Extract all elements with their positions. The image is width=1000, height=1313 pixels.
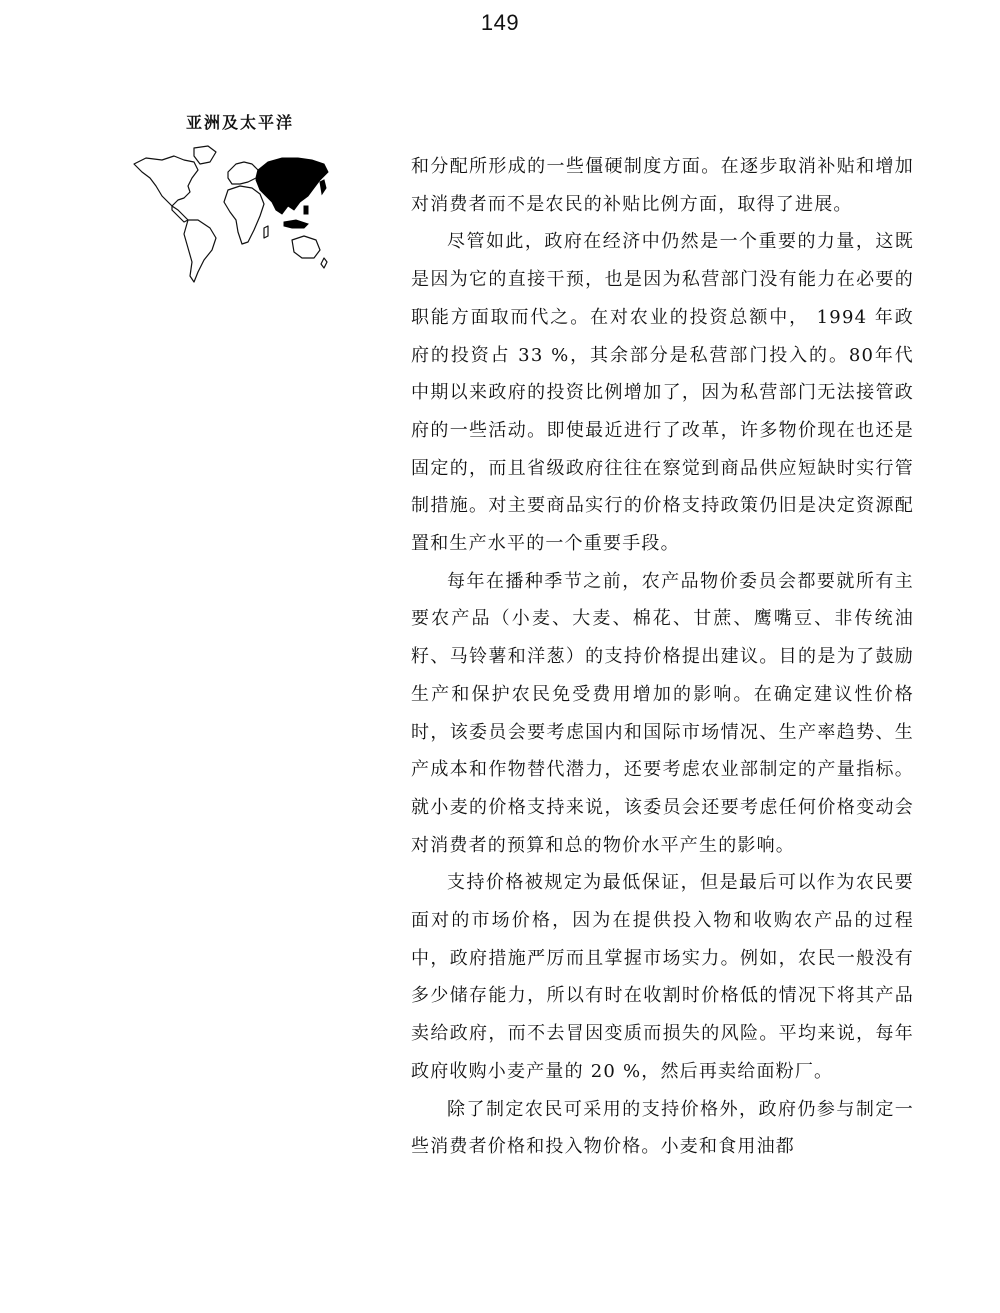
philippines-shape <box>304 206 308 214</box>
body-text <box>411 148 914 1166</box>
greenland-shape <box>194 146 216 164</box>
region-label: 亚洲及太平洋 <box>185 113 294 132</box>
page-number: 149 <box>480 10 520 35</box>
paragraph: 每年在播种季节之前，农产品物价委员会都要就所有主要农产品（小麦、大麦、棉花、甘蔗、鹰嘴豆、非传统油籽、马铃薯和洋葱）的支持价格提出建议。目的是为了鼓励生产和保护农民免受费用增加的影响。在确定建议性价格时，该委员会要考虑国内和国际市场情况、生产率趋势、生产成本和作物替代潜力，还要考虑农业部制定的产量指标。就小麦的价格支持来说，该委员会还要考虑任何价格变动会对消费者的预算和总的物价水平产生的影响。 <box>411 570 914 856</box>
south-america-shape <box>184 220 216 282</box>
indonesia-shape <box>284 220 308 228</box>
japan-shape <box>320 180 326 194</box>
north-america-shape <box>134 156 198 206</box>
central-america-shape <box>172 206 188 222</box>
world-map-icon <box>132 140 332 290</box>
africa-shape <box>224 186 264 244</box>
paragraph: 支持价格被规定为最低保证，但是最后可以作为农民要面对的市场价格，因为在提供投入物和收购农产品的过程中，政府措施严厉而且掌握市场实力。例如，农民一般没有多少储存能力，所以有时在收割时价格低的情况下将其产品卖给政府，而不去冒因变质而损失的风险。平均来说，每年政府收购小麦产量的 20 %，然后再卖给面粉厂。 <box>411 872 914 1082</box>
new-zealand-shape <box>321 258 327 268</box>
paragraph: 除了制定农民可采用的支持价格外，政府仍参与制定一些消费者价格和投入物价格。小麦和食用油都 <box>411 1098 914 1158</box>
paragraph-continuation: 和分配所形成的一些僵硬制度方面。在逐步取消补贴和增加对消费者而不是农民的补贴比例方面，取得了进展。 <box>411 156 914 215</box>
paragraph: 尽管如此，政府在经济中仍然是一个重要的力量，这既是因为它的直接干预，也是因为私营部门没有能力在必要的职能方面取而代之。在对农业的投资总额中， 1994 年政府的投资占 33 %，其余部分是私营部门投入的。80年代中期以来政府的投资比例增加了，因为私营部门无法接管政府的一些活动。即使最近进行了改革，许多物价现在也还是固定的，而且省级政府往往在察觉到商品供应短缺时实行管制措施。对主要商品实行的价格支持政策仍旧是决定资源配置和生产水平的一个重要手段。 <box>411 231 914 555</box>
australia-shape <box>292 236 320 258</box>
europe-shape <box>228 162 258 184</box>
madagascar-shape <box>264 226 268 238</box>
asia-shape <box>256 158 328 214</box>
